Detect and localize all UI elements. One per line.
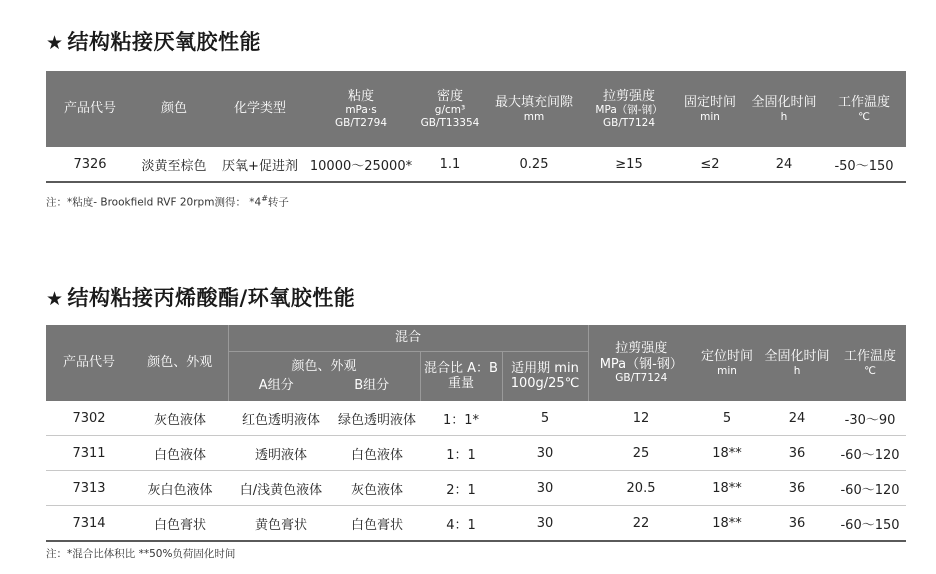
header-max-gap: 最大填充间隙 mm: [484, 71, 584, 147]
header-full-cure: 全固化时间 h: [760, 325, 834, 401]
cell-pot: 5: [502, 401, 588, 436]
cell-a: 黄色膏状: [228, 506, 334, 542]
cell-a: 透明液体: [228, 436, 334, 471]
table2-footnote: 注：*混合比体积比 **50%负荷固化时间: [46, 548, 236, 560]
header-mix-ratio: 混合比 A：B 重量: [420, 351, 502, 401]
table-row: [46, 471, 906, 506]
star-icon: ★: [46, 32, 64, 54]
cell-ratio: 4：1: [420, 506, 502, 542]
cell-product: 7314: [46, 506, 132, 542]
cell-ratio: 1：1: [420, 436, 502, 471]
cell-fix: 18**: [694, 471, 760, 506]
cell-product: 7302: [46, 401, 132, 436]
cell-chem: 厌氧+促进剂: [214, 147, 306, 182]
cell-density: 1.1: [416, 147, 484, 182]
cell-temp: -60～120: [834, 436, 906, 471]
cell-shear: ≥15: [584, 147, 674, 182]
header-work-temp: 工作温度 ℃: [822, 71, 906, 147]
cell-temp: -30～90: [834, 401, 906, 436]
cell-temp: -60～150: [834, 506, 906, 542]
header-product-code: 产品代号: [46, 325, 132, 401]
header-shear-strength: 拉剪强度 MPa（钢-钢） GB/T7124: [584, 71, 674, 147]
table-row: [46, 401, 906, 436]
cell-viscosity: 10000～25000*: [306, 147, 416, 182]
header-mix-appearance: 颜色、外观 A组分 B组分: [228, 351, 420, 401]
cell-pot: 30: [502, 506, 588, 542]
section2-title-text: 结构粘接丙烯酸酯/环氧胶性能: [67, 286, 356, 310]
header-a-group: A组分: [258, 378, 294, 394]
cell-product: 7313: [46, 471, 132, 506]
star-icon: ★: [46, 288, 64, 310]
cell-fix: 18**: [694, 506, 760, 542]
cell-shear: 22: [588, 506, 694, 542]
acrylic-epoxy-properties-table: [46, 325, 906, 542]
cell-full: 36: [760, 471, 834, 506]
cell-temp: -50～150: [822, 147, 906, 182]
cell-appearance: 灰白色液体: [132, 471, 228, 506]
cell-b: 白色液体: [334, 436, 420, 471]
cell-shear: 25: [588, 436, 694, 471]
header-pot-life: 适用期 min 100g/25℃: [502, 351, 588, 401]
table1-header-row: [46, 71, 906, 147]
cell-full: 36: [760, 506, 834, 542]
cell-b: 白色膏状: [334, 506, 420, 542]
header-b-group: B组分: [354, 378, 390, 394]
cell-shear: 12: [588, 401, 694, 436]
table-row: [46, 506, 906, 542]
header-chem-type: 化学类型: [214, 71, 306, 147]
table1-footnote: 注：*粘度- Brookfield RVF 20rpm测得： *4#转子: [46, 194, 289, 209]
cell-appearance: 白色膏状: [132, 506, 228, 542]
cell-appearance: 灰色液体: [132, 401, 228, 436]
cell-product: 7311: [46, 436, 132, 471]
cell-fix: 5: [694, 401, 760, 436]
header-viscosity: 粘度 mPa·s GB/T2794: [306, 71, 416, 147]
section2-title: [46, 282, 355, 312]
header-shear-strength: 拉剪强度 MPa（钢-钢） GB/T7124: [588, 325, 694, 401]
cell-fix: ≤2: [674, 147, 746, 182]
cell-appearance: 白色液体: [132, 436, 228, 471]
cell-temp: -60～120: [834, 471, 906, 506]
header-full-cure: 全固化时间 h: [746, 71, 822, 147]
cell-b: 灰色液体: [334, 471, 420, 506]
cell-b: 绿色透明液体: [334, 401, 420, 436]
cell-full: 24: [760, 401, 834, 436]
table-row: [46, 436, 906, 471]
table-row: [46, 147, 906, 182]
cell-a: 红色透明液体: [228, 401, 334, 436]
header-fix-time: 固定时间 min: [674, 71, 746, 147]
header-work-temp: 工作温度 ℃: [834, 325, 906, 401]
cell-a: 白/浅黄色液体: [228, 471, 334, 506]
cell-pot: 30: [502, 436, 588, 471]
section1-title: [46, 26, 261, 56]
cell-fix: 18**: [694, 436, 760, 471]
cell-shear: 20.5: [588, 471, 694, 506]
anaerobic-properties-table: [46, 71, 906, 183]
cell-color: 淡黄至棕色: [134, 147, 214, 182]
section1-title-text: 结构粘接厌氧胶性能: [67, 30, 262, 54]
table2-header-row-1: [46, 325, 906, 351]
header-fix-time: 定位时间 min: [694, 325, 760, 401]
cell-full: 36: [760, 436, 834, 471]
header-mix: 混合: [228, 325, 588, 351]
header-density: 密度 g/cm³ GB/T13354: [416, 71, 484, 147]
cell-gap: 0.25: [484, 147, 584, 182]
cell-product: 7326: [46, 147, 134, 182]
cell-full: 24: [746, 147, 822, 182]
cell-pot: 30: [502, 471, 588, 506]
cell-ratio: 1：1*: [420, 401, 502, 436]
header-color: 颜色: [134, 71, 214, 147]
header-product-code: 产品代号: [46, 71, 134, 147]
header-appearance: 颜色、外观: [132, 325, 228, 401]
cell-ratio: 2：1: [420, 471, 502, 506]
